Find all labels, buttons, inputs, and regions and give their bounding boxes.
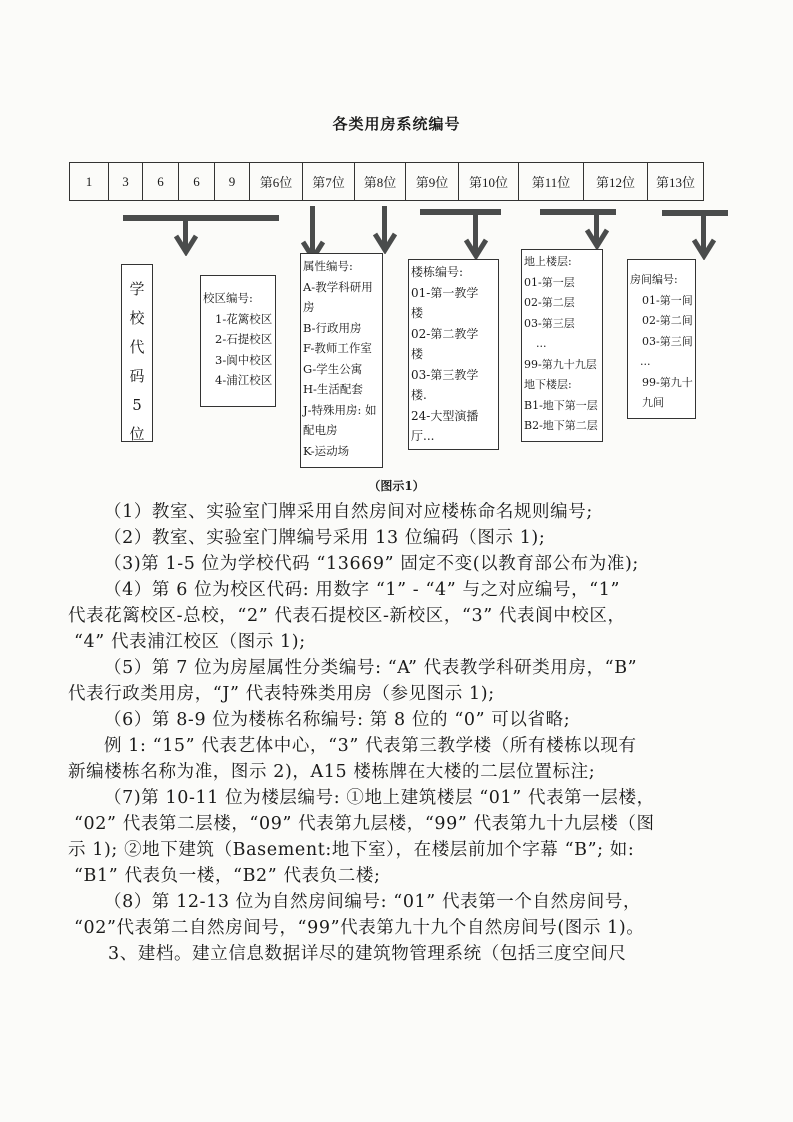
body-line: （6）第 8-9 位为楼栋名称编号: 第 8 位的 “0” 可以省略; — [104, 710, 571, 730]
box-heading: 校区编号: — [203, 291, 253, 305]
body-line: 代表行政类用房，“J” 代表特殊类用房（参见图示 1); — [68, 684, 495, 704]
floor-item: 99-第九十九层 — [524, 357, 597, 371]
attribute-item: F-教师工作室 — [303, 341, 372, 355]
floor-item: ... — [536, 337, 547, 350]
code-cell: 6 — [143, 163, 179, 201]
code-cell: 第11位 — [519, 163, 584, 201]
code-cell: 第10位 — [459, 163, 519, 201]
body-line: （3)第 1-5 位为学校代码 “13669” 固定不变(以教育部公布为准); — [104, 554, 639, 574]
building-item: 02-第二教学 — [411, 326, 479, 341]
box-heading: 地上楼层: — [524, 255, 572, 268]
building-item: 楼. — [411, 388, 427, 402]
attribute-item: 房 — [303, 300, 315, 314]
attribute-item: G-学生公寓 — [303, 361, 363, 376]
school-code-char: 校 — [129, 309, 145, 327]
body-line: （1）教室、实验室门牌采用自然房间对应楼栋命名规则编号; — [104, 502, 593, 522]
attribute-item: H-生活配套 — [303, 382, 363, 396]
attribute-item: 配电房 — [303, 423, 338, 437]
body-line: （4）第 6 位为校区代码: 用数字 “1” - “4” 与之对应编号，“1” — [104, 580, 620, 600]
code-cell: 第6位 — [250, 163, 303, 201]
campus-item: 2-石提校区 — [215, 332, 273, 346]
building-item: 厅... — [411, 429, 435, 443]
bracket-bar-floor — [540, 209, 616, 215]
diagram-title: 各类用房系统编号 — [332, 115, 461, 133]
school-code-char: 码 — [129, 367, 145, 385]
box-heading: 房间编号: — [630, 273, 678, 286]
room-item: 01-第一间 — [642, 293, 693, 307]
campus-code-box — [200, 275, 276, 407]
school-code-box — [121, 264, 153, 442]
body-line: “B1” 代表负一楼，“B2” 代表负二楼; — [74, 866, 381, 886]
floor-item: 03-第三层 — [524, 316, 575, 330]
school-code-char: 5 — [132, 396, 142, 414]
box-heading: 楼栋编号: — [411, 265, 464, 279]
body-line: 新编楼栋名称为准，图示 2)，A15 楼栋牌在大楼的二层位置标注; — [68, 762, 596, 782]
school-code-char: 代 — [129, 338, 145, 356]
code-cell: 第8位 — [355, 163, 406, 201]
room-item: 02-第二间 — [642, 314, 693, 327]
code-cell: 3 — [109, 163, 143, 201]
body-line: （5）第 7 位为房屋属性分类编号: “A” 代表教学科研类用房，“B” — [104, 658, 638, 678]
code-cell: 第13位 — [648, 163, 704, 201]
body-line: 代表花篱校区-总校，“2” 代表石提校区-新校区，“3” 代表阆中校区， — [68, 606, 626, 626]
figure-caption: （图示1） — [368, 479, 425, 493]
floor-item: 02-第二层 — [524, 296, 575, 309]
code-cell: 6 — [179, 163, 215, 201]
room-item: 99-第九十 — [642, 375, 693, 389]
room-item: ... — [640, 355, 651, 368]
building-item: 楼 — [411, 347, 424, 361]
body-line: 例 1: “15” 代表艺体中心，“3” 代表第三教学楼（所有楼栋以现有 — [104, 736, 637, 756]
body-line: 3、建档。建立信息数据详尽的建筑物管理系统（包括三度空间尺 — [108, 944, 627, 964]
bracket-bar-room — [662, 210, 728, 216]
floor-item: 01-第一层 — [524, 275, 575, 289]
box-heading: 地下楼层: — [524, 378, 572, 391]
code-cell: 9 — [215, 163, 250, 201]
floor-item: B2-地下第二层 — [524, 419, 598, 432]
body-line: “02”代表第二自然房间号，“99”代表第九十九个自然房间号(图示 1)。 — [74, 918, 645, 938]
attribute-item: J-特殊用房: 如 — [303, 402, 377, 417]
body-line: （7)第 10-11 位为楼层编号: ①地上建筑楼层 “01” 代表第一层楼， — [104, 788, 655, 808]
box-heading: 属性编号: — [303, 259, 353, 273]
attribute-item: B-行政用房 — [303, 320, 362, 335]
school-code-char: 学 — [129, 280, 145, 298]
code-digit-table — [69, 162, 704, 201]
body-line: 示 1); ②地下建筑（Basement:地下室），在楼层前加个字幕 “B”; 如: — [68, 840, 635, 860]
bracket-bar-building — [420, 209, 501, 215]
body-text — [68, 499, 708, 967]
code-cell: 第7位 — [303, 163, 355, 201]
floor-item: B1-地下第一层 — [524, 398, 598, 412]
campus-item: 1-花篱校区 — [215, 311, 273, 326]
bracket-bar-campus — [123, 215, 279, 221]
building-item: 楼 — [411, 306, 424, 320]
floor-code-box — [521, 249, 603, 442]
code-cell: 第9位 — [406, 163, 459, 201]
attribute-item: K-运动场 — [303, 443, 350, 458]
building-item: 24-大型演播 — [411, 408, 479, 423]
attribute-item: A-教学科研用 — [303, 279, 373, 294]
attribute-code-box — [300, 253, 383, 468]
campus-item: 4-浦江校区 — [215, 373, 273, 387]
room-item: 九间 — [642, 396, 664, 409]
campus-item: 3-阆中校区 — [215, 352, 273, 367]
room-item: 03-第三间 — [642, 334, 693, 348]
building-code-box — [408, 259, 499, 450]
code-cell: 1 — [70, 163, 109, 201]
school-code-char: 位 — [129, 425, 145, 443]
body-line: （8）第 12-13 位为自然房间编号: “01” 代表第一个自然房间号， — [104, 892, 642, 912]
room-code-box — [627, 259, 696, 419]
code-cell: 第12位 — [584, 163, 648, 201]
building-item: 01-第一教学 — [411, 285, 479, 300]
body-line: “02” 代表第二层楼，“09” 代表第九层楼，“99” 代表第九十九层楼（图 — [74, 814, 655, 834]
body-line: （2）教室、实验室门牌编号采用 13 位编码（图示 1); — [104, 528, 546, 548]
building-item: 03-第三教学 — [411, 367, 479, 382]
body-line: “4” 代表浦江校区（图示 1); — [74, 632, 306, 652]
